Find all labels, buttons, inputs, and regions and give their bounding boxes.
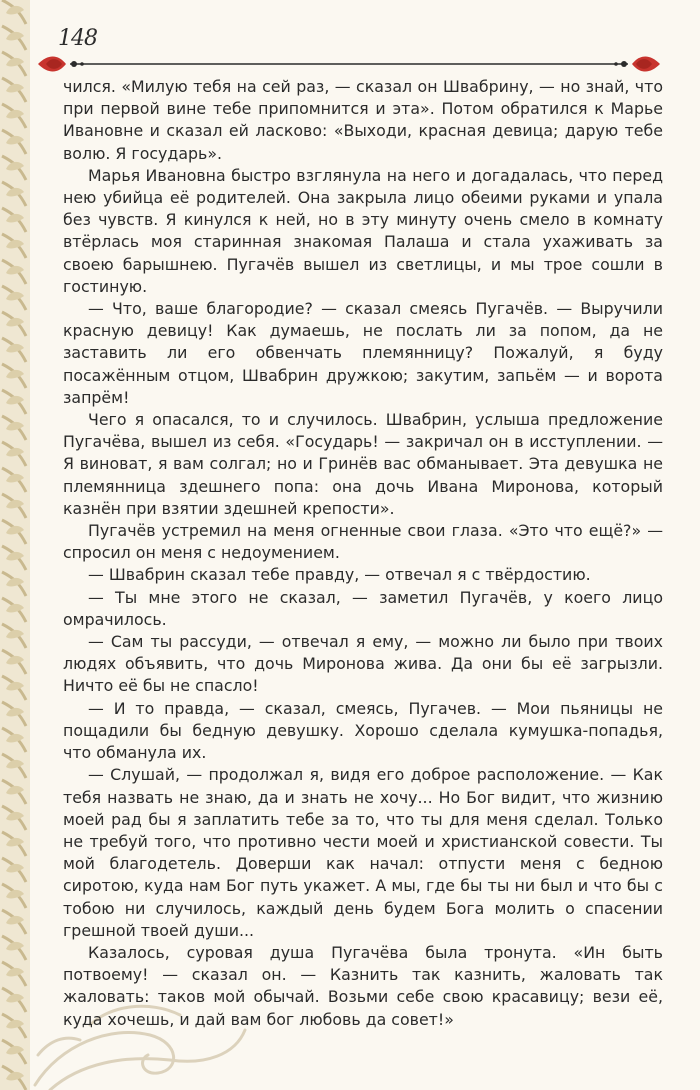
paragraph: — И то правда, — сказал, смеясь, Пугачев. — Мои пьяницы не пощадили бы бедную девушку. Хорошо сделала кумушка-попадья, что обманула их. bbox=[63, 698, 663, 763]
paragraph: Марья Ивановна быстро взглянула на него и догадалась, что перед нею убийца её родителей. Она закрыла лицо обеими руками и упала без чувств. Я кинулся к ней, но в эту минуту очень смело в комнату втёрлась моя старинная знакомая Палаша и стала ухаживать за своею барышнею. Пугачёв вышел из светлицы, и мы трое сошли в гостиную. bbox=[63, 165, 663, 296]
paragraph: — Что, ваше благородие? — сказал смеясь Пугачёв. — Выручили красную девицу! Как думаешь, не послать ли за попом, да не заставить ли его обвенчать племянницу? Пожалуй, я буду посажённым отцом, Швабрин дружкою; закутим, запьём — и ворота запрём! bbox=[63, 299, 663, 407]
paragraph: Пугачёв устремил на меня огненные свои глаза. «Это что ещё?» — спросил он меня с недоумением. bbox=[63, 521, 663, 563]
paragraph: Чего я опасался, то и случилось. Швабрин, услыша предложение Пугачёва, вышел из себя. «Государь! — закричал он в исступлении. — Я виноват, я вам солгал; но и Гринёв вас обманывает. Эта девушка не племянница здешнего попа: она дочь Ивана Миронова, который казнён при взятии здешней крепости». bbox=[63, 410, 663, 518]
paragraph: Казалось, суровая душа Пугачёва была тронута. «Ин быть потвоему! — сказал он. — Казнить так казнить, жаловать так жаловать: таков мой обычай. Возьми себе свою красавицу; вези её, куда хочешь, и дай вам бог любовь да совет!» bbox=[63, 942, 663, 1029]
paragraph: — Швабрин сказал тебе правду, — отвечал я с твёрдостию. bbox=[88, 565, 591, 585]
header-ornament bbox=[36, 48, 662, 78]
body-text bbox=[63, 76, 663, 1031]
decorative-border bbox=[0, 0, 30, 1090]
paragraph: чился. «Милую тебя на сей раз, — сказал он Швабрину, — но знай, что при первой вине тебе припомнится и эта». Потом обратился к Марье Ивановне и сказал ей ласково: «Выходи, красная девица; дарую тебе волю. Я государь». bbox=[63, 77, 663, 163]
paragraph: — Слушай, — продолжал я, видя его доброе расположение. — Как тебя назвать не знаю, да и знать не хочу... Но Бог видит, что жизнию моей рад бы я заплатить тебе за то, что ты для меня сделал. Только не требуй того, что противно чести моей и христианской совести. Ты мой благодетель. Доверши как начал: отпусти меня с бедною сиротою, куда нам Бог путь укажет. А мы, где бы ты ни был и что бы с тобою ни случилось, каждый день будем Бога молить о спасении грешной твоей души... bbox=[63, 765, 663, 940]
paragraph: — Сам ты рассуди, — отвечал я ему, — можно ли было при твоих людях объявить, что дочь Миронова жива. Да они бы её загрызли. Ничто её бы не спасло! bbox=[63, 632, 663, 696]
page-number: 148 bbox=[58, 26, 97, 51]
paragraph: — Ты мне этого не сказал, — заметил Пугачёв, у коего лицо омрачилось. bbox=[63, 587, 663, 629]
